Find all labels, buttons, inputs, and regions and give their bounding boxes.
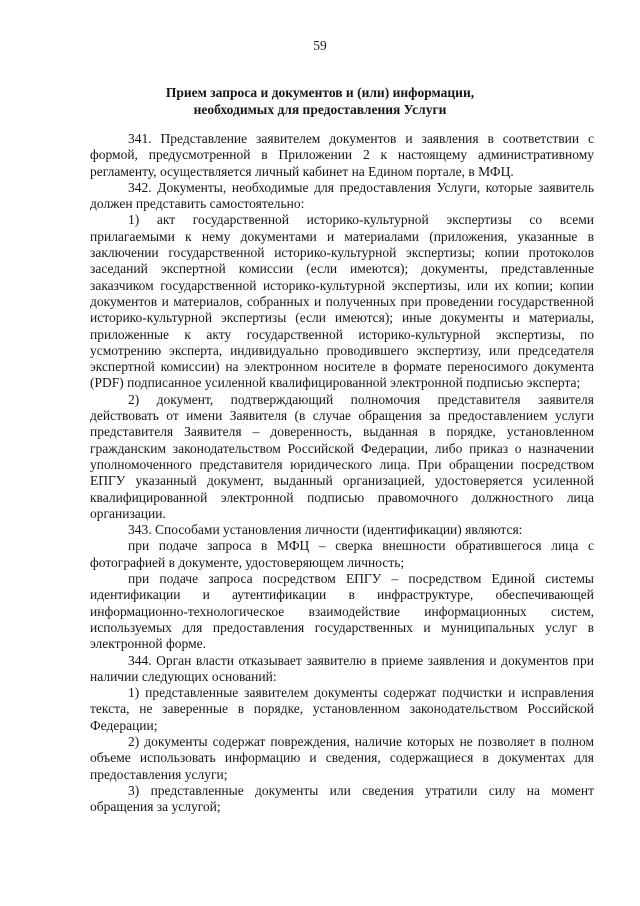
paragraph-342-item-1: 1) акт государственной историко-культурной экспертизы со всеми прилагаемыми к нему документами и материалами (приложения, указанные в заключении государственной историко-культурной экспертизы; копии протоколов заседаний экспертной комиссии (если имеются); документы, представленные заказчиком государственной историко-культурной экспертизы, или их копии; копии документов и материалов, собранных и полученных при проведении государственной историко-культурной экспертизы (если имеются); иные документы и материалы, приложенные к акту государственной историко-культурной экспертизы, по усмотрению эксперта, индивидуально проводившего экспертизу, или председателя экспертной комиссии) на электронном носителе в формате переносимого документа (PDF) подписанное усиленной квалифицированной электронной подписью эксперта;	[90, 212, 594, 391]
document-body	[90, 131, 594, 815]
page-number: 59	[313, 38, 327, 53]
paragraph-341: 341. Представление заявителем документов и заявления в соответствии с формой, предусмотренной в Приложении 2 к настоящему административному регламенту, осуществляется личный кабинет на Едином портале, в МФЦ.	[90, 131, 594, 179]
paragraph-343: 343. Способами установления личности (идентификации) являются:	[128, 522, 523, 538]
paragraph-344-item-2: 2) документы содержат повреждения, наличие которых не позволяет в полном объеме использовать информацию и сведения, содержащиеся в документах для предоставления услуги;	[90, 733, 594, 782]
paragraph-344-item-3: 3) представленные документы или сведения утратили силу на момент обращения за услугой;	[90, 782, 594, 815]
paragraph-342: 342. Документы, необходимые для предоставления Услуги, которые заявитель должен представить самостоятельно:	[90, 179, 594, 212]
heading-line-1: Прием запроса и документов и (или) информации,	[165, 85, 475, 100]
section-heading	[0, 84, 640, 118]
heading-line-2: необходимых для предоставления Услуги	[193, 102, 447, 117]
paragraph-344-item-1: 1) представленные заявителем документы содержат подчистки и исправления текста, не заверенные в порядке, установленном законодательством Российской Федерации;	[90, 685, 594, 733]
paragraph-344: 344. Орган власти отказывает заявителю в приеме заявления и документов при наличии следующих оснований:	[90, 652, 594, 684]
paragraph-343-mfc: при подаче запроса в МФЦ – сверка внешности обратившегося лица с фотографией в документе, удостоверяющем личность;	[90, 538, 594, 570]
paragraph-342-item-2: 2) документ, подтверждающий полномочия представителя заявителя действовать от имени Заявителя (в случае обращения за предоставлением услуги представителя Заявителя – доверенность, выданная в порядке, установленном гражданским законодательством Российской Федерации, либо приказ о назначении уполномоченного представителя юридического лица. При обращении посредством ЕПГУ указанный документ, выданный организацией, удостоверяется усиленной квалифицированной электронной подписью правомочного должностного лица организации.	[90, 391, 594, 521]
paragraph-343-epgu: при подаче запроса посредством ЕПГУ – посредством Единой системы идентификации и аутентификации в инфраструктуре, обеспечивающей информационно-технологическое взаимодействие информационных систем, используемых для предоставления государственных и муниципальных услуг в электронной форме.	[90, 571, 594, 652]
